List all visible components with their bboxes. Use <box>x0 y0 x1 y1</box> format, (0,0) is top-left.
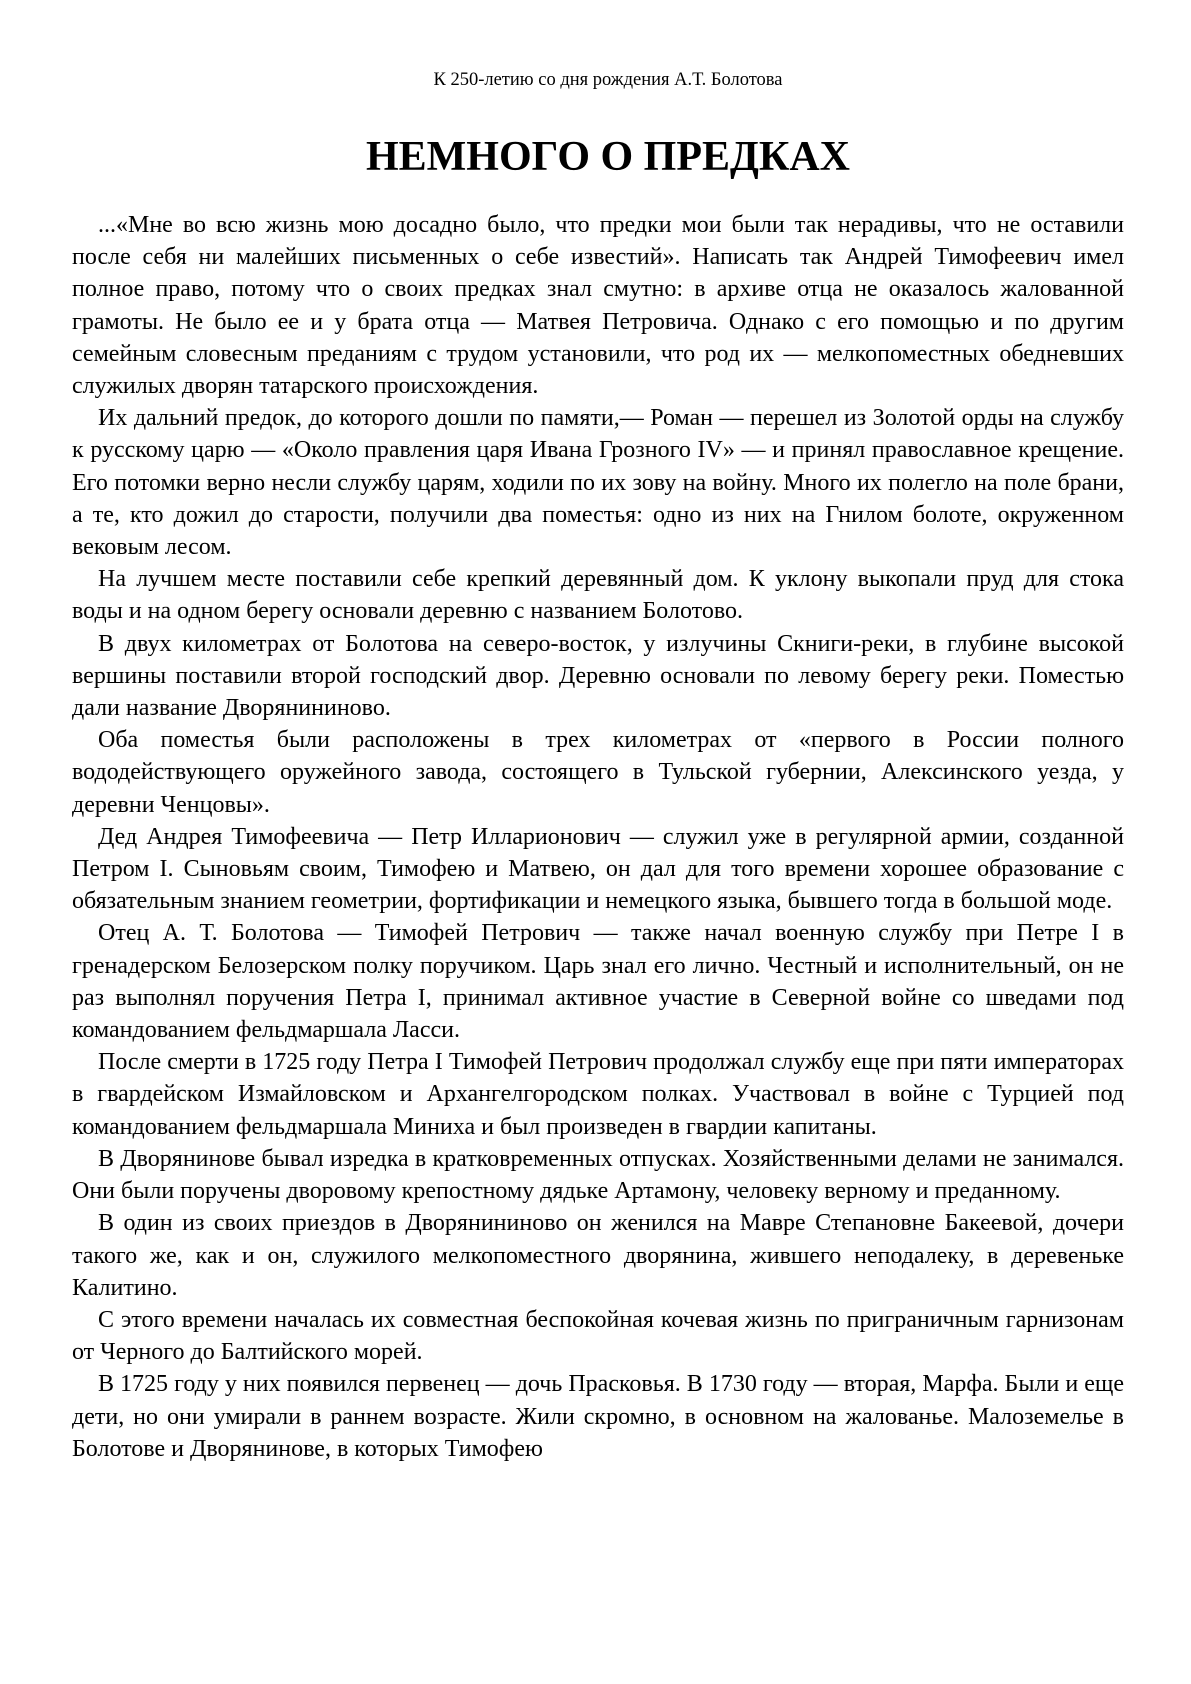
paragraph-8: После смерти в 1725 году Петра I Тимофей Петрович продолжал службу еще при пяти императорах в гвардейском Измайловском и Архангелгородском полках. Участвовал в войне с Турцией под командованием фельдмаршала Миниха и был произведен в гвардии капитаны. <box>72 1049 1124 1140</box>
paragraph-6: Дед Андрея Тимофеевича — Петр Илларионович — служил уже в регулярной армии, созданной Петром I. Сыновьям своим, Тимофею и Матвею, он дал для того времени хорошее образование с обязательным знанием геометрии, фортификации и немецкого языка, бывшего тогда в большой моде. <box>72 823 1124 915</box>
page-subtitle: К 250-летию со дня рождения А.Т. Болотова <box>433 70 783 90</box>
paragraph-7: Отец А. Т. Болотова — Тимофей Петрович — также начал военную службу при Петре I в гренадерском Белозерском полку поручиком. Царь знал его лично. Честный и исполнительный, он не раз выполнял поручения Петра I, принимал активное участие в Северной войне со шведами под командованием фельдмаршала Ласси. <box>72 920 1124 1044</box>
page-title: НЕМНОГО О ПРЕДКАХ <box>365 134 851 180</box>
paragraph-3: На лучшем месте поставили себе крепкий деревянный дом. К уклону выкопали пруд для стока воды и на одном берегу основали деревню с названием Болотово. <box>72 566 1124 625</box>
paragraph-10: В один из своих приездов в Дворянининово он женился на Мавре Степановне Бакеевой, дочери такого же, как и он, служилого мелкопоместного дворянина, жившего неподалеку, в деревеньке Калитино. <box>72 1210 1124 1301</box>
paragraph-9: В Дворянинове бывал изредка в кратковременных отпусках. Хозяйственными делами не занимался. Они были поручены дворовому крепостному дядьке Артамону, человеку верному и преданному. <box>72 1145 1124 1205</box>
paragraph-4: В двух километрах от Болотова на северо-восток, у излучины Скниги-реки, в глубине высокой вершины поставили второй господский двор. Деревню основали по левому берегу реки. Поместью дали название Дворянининово. <box>72 630 1124 722</box>
paragraph-1: ...«Мне во всю жизнь мою досадно было, что предки мои были так нерадивы, что не оставили после себя ни малейших письменных о себе известий». Написать так Андрей Тимофеевич имел полное право, потому что о своих предках знал смутно: в архиве отца не оказалось жалованной грамоты. Не было ее и у брата отца — Матвея Петровича. Однако с его помощью и по другим семейным словесным преданиям с трудом установили, что род их — мелкопоместных обедневших служилых дворян татарского происхождения. <box>72 212 1124 400</box>
paragraph-12: В 1725 году у них появился первенец — дочь Прасковья. В 1730 году — вторая, Марфа. Были и еще дети, но они умирали в раннем возрасте. Жили скромно, в основном на жалованье. Малоземелье в Болотове и Дворянинове, в которых Тимофею <box>72 1371 1124 1462</box>
article-body <box>72 209 1124 1465</box>
paragraph-2: Их дальний предок, до которого дошли по памяти,— Роман — перешел из Золотой орды на службу к русскому царю — «Около правления царя Ивана Грозного IV» — и принял православное крещение. Его потомки верно несли службу царям, ходили по их зову на войну. Много их полегло на поле брани, а те, кто дожил до старости, получили два поместья: одно из них на Гнилом болоте, окруженном вековым лесом. <box>72 405 1124 561</box>
paragraph-5: Оба поместья были расположены в трех километрах от «первого в России полного вододействующего оружейного завода, состоящего в Тульской губернии, Алексинского уезда, у деревни Ченцовы». <box>72 727 1124 818</box>
document-page <box>72 68 1124 1465</box>
paragraph-11: С этого времени началась их совместная беспокойная кочевая жизнь по приграничным гарнизонам от Черного до Балтийского морей. <box>72 1306 1124 1366</box>
